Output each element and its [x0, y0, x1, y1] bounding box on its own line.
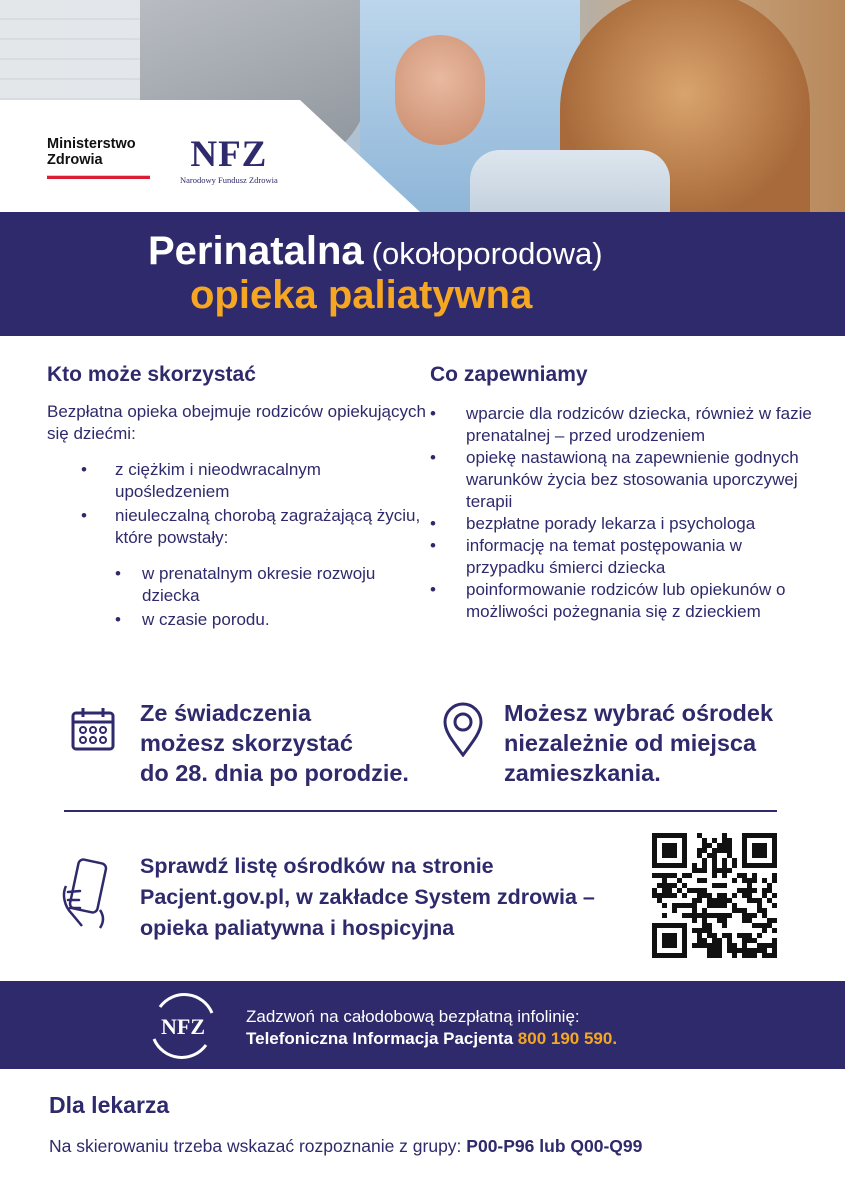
qr-code-icon[interactable]	[652, 833, 777, 958]
who-heading: Kto może skorzystać	[47, 363, 256, 386]
provide-heading: Co zapewniamy	[430, 363, 588, 386]
list-item: • nieuleczalną chorobą zagrażającą życiu, które powstały:	[47, 505, 427, 549]
who-list	[47, 459, 427, 549]
list-item: • informację na temat postępowania w przypadku śmierci dziecka	[430, 535, 815, 579]
who-intro: Bezpłatna opieka obejmuje rodziców opiekujących się dziećmi:	[47, 402, 426, 443]
list-item: • z ciężkim i nieodwracalnym upośledzeniem	[47, 459, 427, 503]
list-item: • wparcie dla rodziców dziecka, również w fazie prenatalnej – przed urodzeniem	[430, 403, 815, 447]
phone-hand-icon	[60, 858, 112, 930]
list-item: • w czasie porodu.	[47, 609, 427, 631]
svg-text:NFZ: NFZ	[161, 1014, 205, 1039]
what-we-provide-section	[430, 363, 815, 623]
check-list-text: Sprawdź listę ośrodków na stronie Pacjent.gov.pl, w zakładce System zdrowia – opieka paliatywna i hospicyjna	[140, 854, 595, 940]
nfz-logo: NFZ Narodowy Fundusz Zdrowia	[180, 134, 278, 185]
choice-info: Możesz wybrać ośrodek niezależnie od miejsca zamieszkania.	[504, 700, 774, 786]
doctor-heading: Dla lekarza	[49, 1092, 170, 1118]
list-item: • opiekę nastawioną na zapewnienie godnych warunków życia bez stosowania uporczywej terapii	[430, 447, 815, 513]
list-item: • w prenatalnym okresie rozwoju dziecka	[47, 563, 427, 607]
who-sublist	[47, 563, 427, 631]
doctor-text: Na skierowaniu trzeba wskazać rozpoznanie z grupy: P00-P96 lub Q00-Q99	[49, 1136, 643, 1156]
ministry-logo: Ministerstwo Zdrowia	[47, 136, 150, 179]
location-pin-icon	[441, 701, 485, 757]
provide-list	[430, 403, 815, 623]
who-can-use-section	[47, 363, 427, 631]
hotline-text: Zadzwoń na całodobową bezpłatną infolinię: Telefoniczna Informacja Pacjenta 800 190 590.	[246, 1007, 618, 1048]
title-line-1: Perinatalna (okołoporodowa)	[148, 229, 603, 273]
list-item: • poinformowanie rodziców lub opiekunów o możliwości pożegnania się z dzieckiem	[430, 579, 815, 623]
deadline-info: Ze świadczenia możesz skorzystać do 28. dnia po porodzie.	[140, 700, 409, 786]
title-line-2: opieka paliatywna	[190, 273, 533, 317]
diagnosis-codes: P00-P96 lub Q00-Q99	[466, 1136, 643, 1156]
calendar-icon	[70, 706, 116, 752]
hotline-number[interactable]: 800 190 590.	[517, 1029, 618, 1048]
nfz-logo-icon	[146, 993, 220, 1059]
divider	[64, 810, 777, 812]
list-item: • bezpłatne porady lekarza i psychologa	[430, 513, 815, 535]
